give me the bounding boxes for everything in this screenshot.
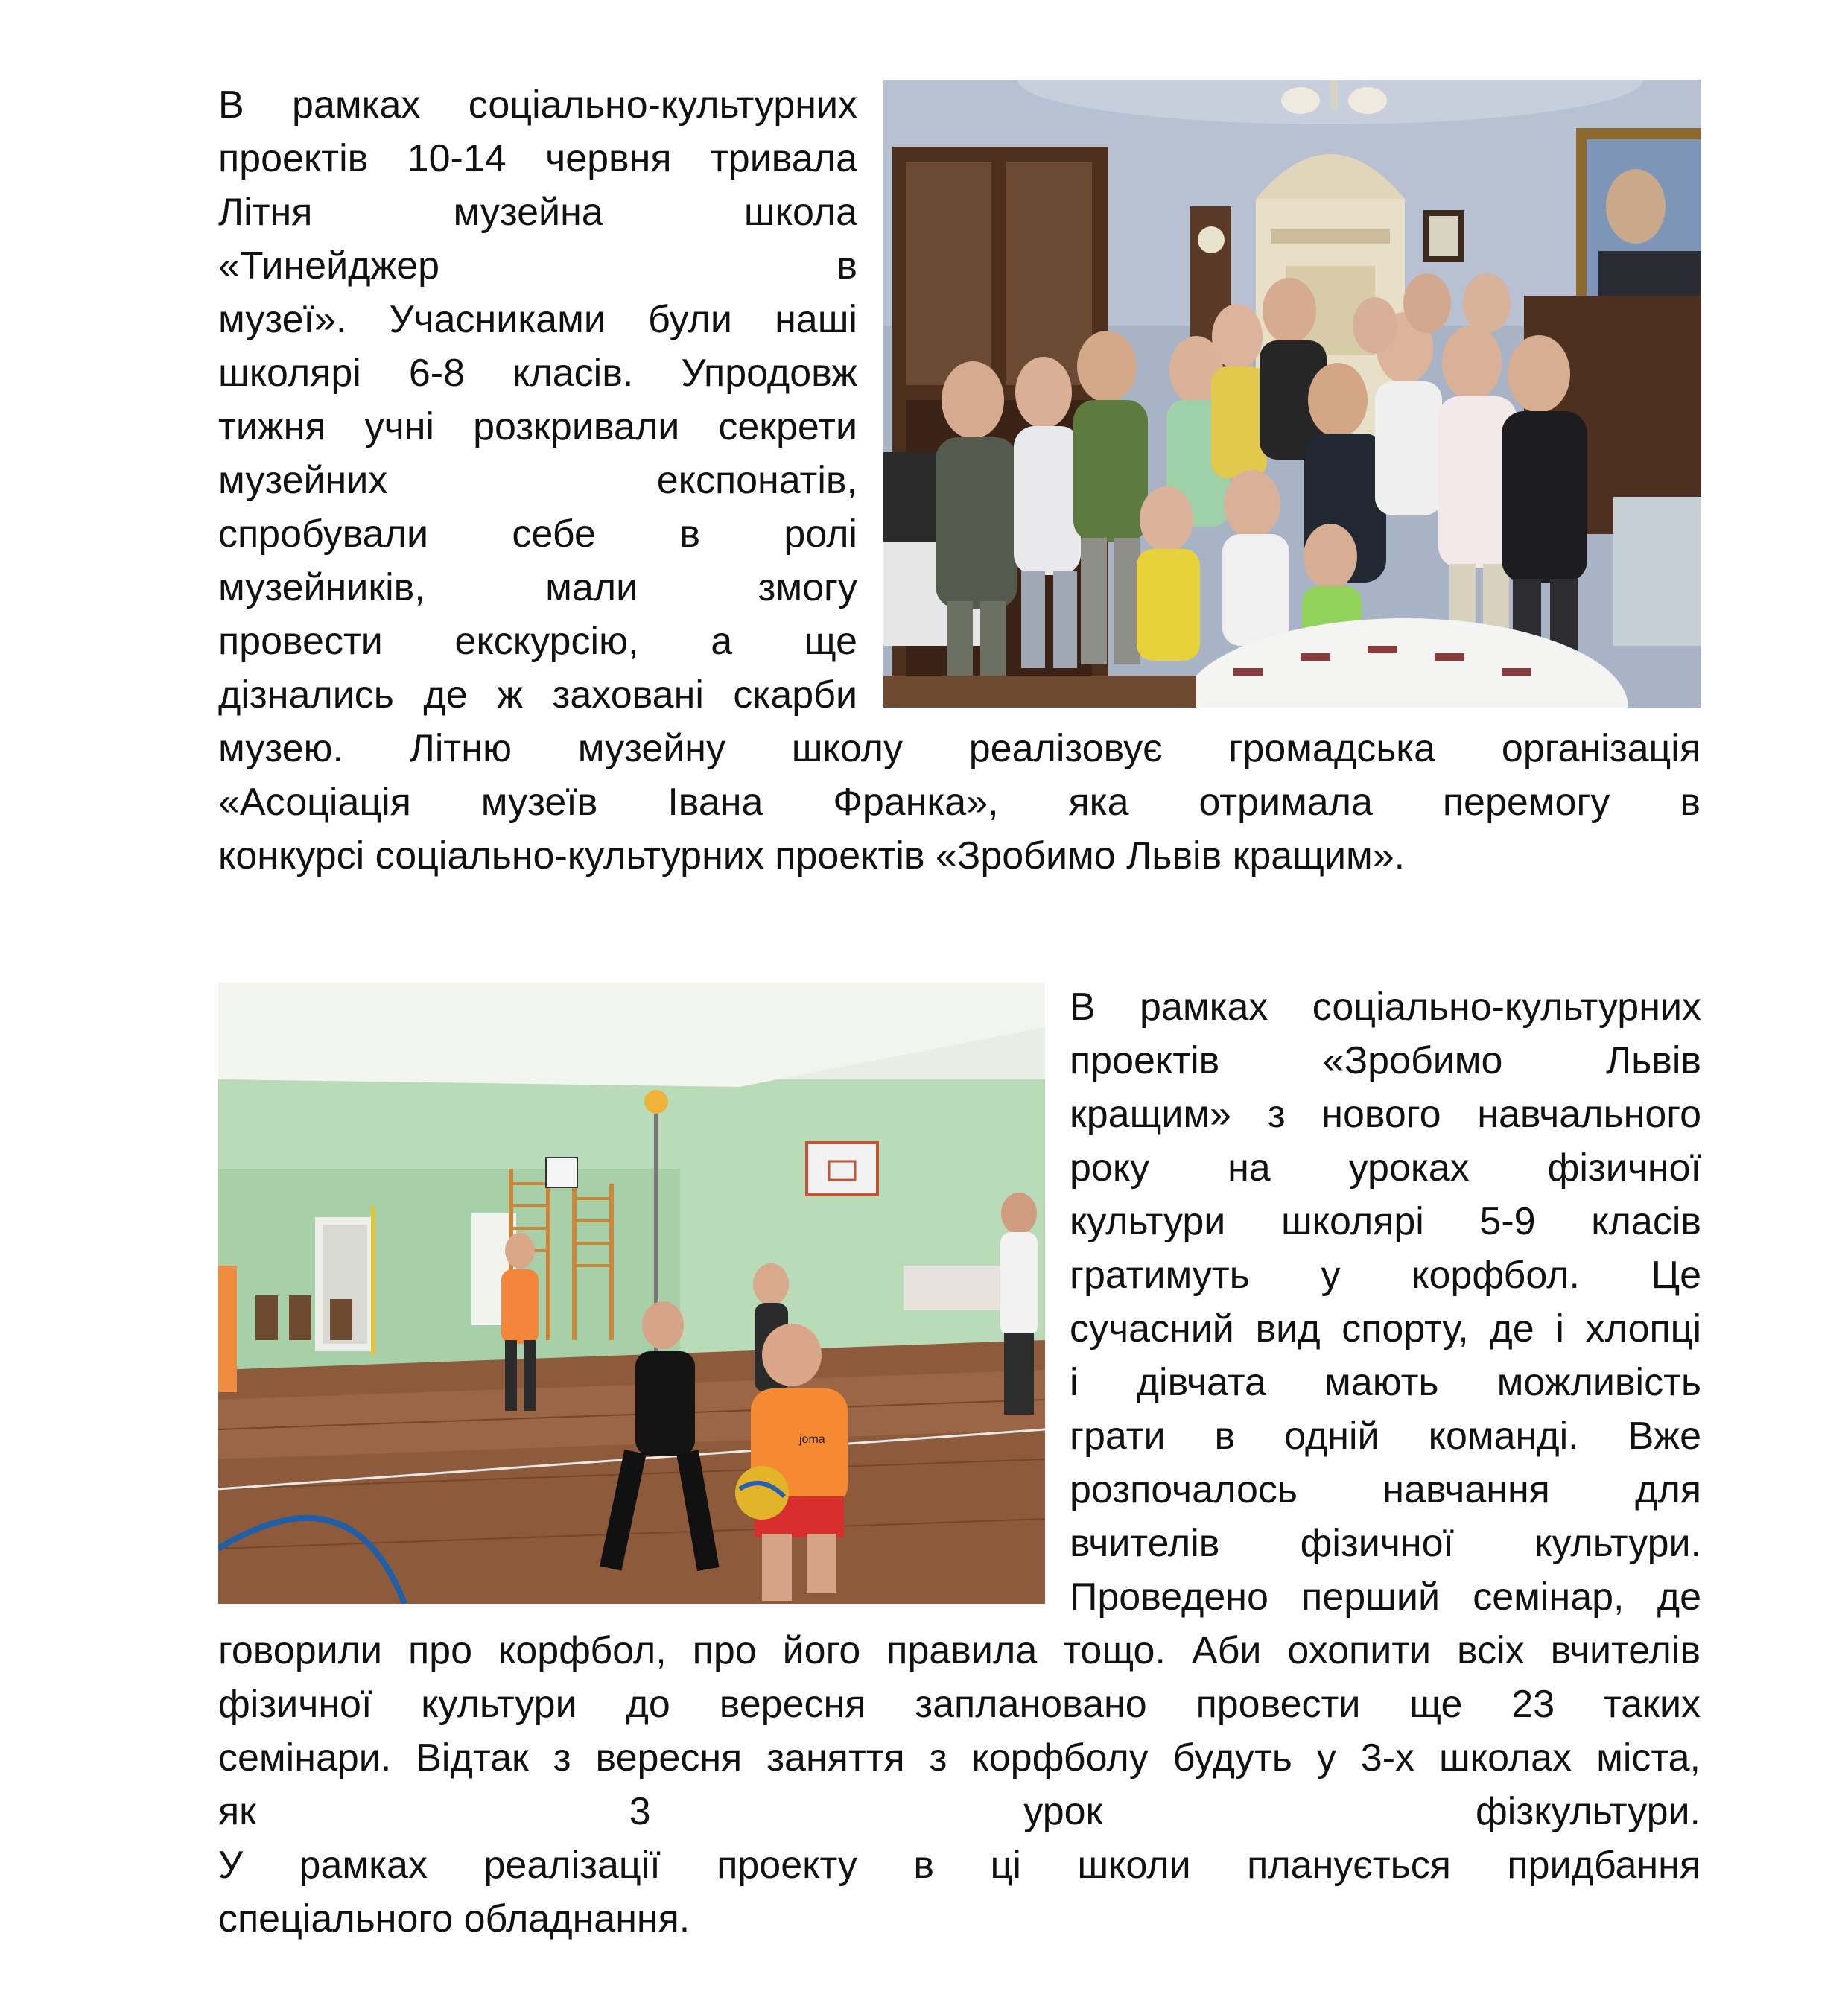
text-line: тижня учні розкривали секрети [218, 405, 857, 448]
text-line: розпочалось навчання для [1070, 1468, 1701, 1511]
section1-side-text [218, 78, 857, 722]
text-line: музейних експонатів, [218, 459, 857, 502]
text-line: фізичної культури до вересня заплановано провести ще 23 таких [218, 1683, 1701, 1726]
text-line: проектів «Зробимо Львів [1070, 1039, 1701, 1082]
jersey-logo-text: joma [799, 1433, 825, 1446]
text-line: вчителів фізичної культури. [1070, 1522, 1701, 1565]
text-line: школярі 6-8 класів. Упродовж [218, 352, 857, 395]
korfball-gym-photo [218, 983, 1045, 1604]
text-line: В рамках соціально-культурних [1070, 985, 1701, 1029]
text-line: гратимуть у корфбол. Це [1070, 1254, 1701, 1297]
text-line: проектів 10-14 червня тривала [218, 137, 857, 180]
text-line: семінари. Відтак з вересня заняття з корфболу будуть у 3-х школах міста, [218, 1736, 1701, 1780]
text-line: «Асоціація музеїв Івана Франка», яка отримала перемогу в [218, 781, 1701, 824]
section2-side-text [1070, 980, 1701, 1624]
text-line: року на уроках фізичної [1070, 1146, 1701, 1190]
text-line: кращим» з нового навчального [1070, 1093, 1701, 1136]
text-line: культури школярі 5-9 класів [1070, 1200, 1701, 1243]
text-line: «Тинейджер в [218, 244, 857, 288]
text-line: музею. Літню музейну школу реалізовує громадська організація [218, 727, 1701, 770]
text-line: сучасний вид спорту, де і хлопці [1070, 1307, 1701, 1350]
text-line: як 3 урок фізкультури. [218, 1790, 1701, 1833]
section1-full-text [218, 722, 1701, 883]
text-line: і дівчата мають можливість [1070, 1361, 1701, 1404]
section2-full-text [218, 1624, 1701, 1946]
text-line: провести екскурсію, а ще [218, 620, 857, 663]
museum-group-photo [883, 80, 1701, 708]
text-line: говорили про корфбол, про його правила тощо. Аби охопити всіх вчителів [218, 1629, 1701, 1672]
text-line: Проведено перший семінар, де [1070, 1575, 1701, 1619]
text-line: Літня музейна школа [218, 191, 857, 234]
text-line: спробували себе в ролі [218, 512, 857, 556]
text-line: музеї». Учасниками були наші [218, 298, 857, 341]
text-line: спеціального обладнання. [218, 1897, 690, 1940]
text-line: У рамках реалізації проекту в ці школи планується придбання [218, 1844, 1701, 1887]
text-line: конкурсі соціально-культурних проектів «Зробимо Львів кращим». [218, 834, 1406, 877]
text-line: грати в одній команді. Вже [1070, 1415, 1701, 1458]
text-line: В рамках соціально-культурних [218, 83, 857, 127]
text-line: дізнались де ж заховані скарби [218, 673, 857, 717]
text-line: музейників, мали змогу [218, 566, 857, 609]
